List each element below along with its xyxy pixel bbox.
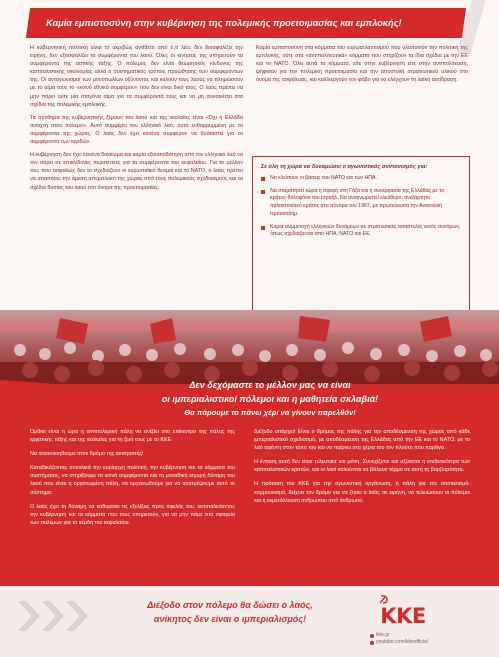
party-logo: ΚΚΕ bbox=[380, 604, 426, 628]
top-left-column bbox=[30, 44, 243, 197]
paragraph: Καμία εμπιστοσύνη στα κόμματα του ευρωατλαντισμού που υλοποιούν την πολιτική της εμπλοκής, ούτε στα «αντιπολιτευτικά» κόμματα που στηρίζουν τα ίδια σχέδια με την ΕΕ και το ΝΑΤΟ. Όλα αυτά τα κόμματα, είτε στην κυβέρνηση είτε στην αντιπολίτευση, ψήφισαν για την πολεμική προετοιμασία και την αποστολή στρατιωτικού υλικού στο όνομα της ασφάλειας, και καλλιεργούν τον φόβο για να ελέγχουν τη λαϊκή αντίδραση. bbox=[256, 45, 468, 84]
slogan-line: Δεν δεχόμαστε το μέλλον μας να είναι bbox=[189, 380, 351, 390]
paragraph: Τα σύνθημα της κυβερνητικής ξέρουν του λαού και της νεολαίας είναι «Όχι η Ελλάδα ανοιχτή στον πόλεμο». Αυτό συμφέρει τον ελληνικό λαό, αυτό ενθαρρυμμένη με τα συμφέροντα της χώρας. Ο λαός δεν έχει κανένα συμφέρον να θυσιαστεί για τα συμφέροντα των κερδών. bbox=[30, 114, 243, 146]
slogan bbox=[120, 378, 420, 420]
paragraph: Όρθιοι είναι η ώρα η αντιπολεμική πάλη να ανέβει στο επίκεντρο της πάλης της εργατικής τάξης και της νεολαίας για τη ζωή τους με το ΚΚΕ. bbox=[30, 429, 235, 444]
paragraph: Διέξοδο υπάρχει! Είναι ο δρόμος της πάλης για την αποδέσμευση της χώρας από κάθε ιμπεριαλιστικό σχεδιασμό, με αποδέσμευση της Ελλάδας από την ΕΕ και το ΝΑΤΟ, με το λαό αφέντη στον τόπο του και να παίρνει στα χέρια του τον πλούτο που παράγει. bbox=[254, 429, 470, 452]
youtube-icon bbox=[370, 641, 374, 645]
demands-box bbox=[252, 156, 470, 314]
demand-item: Καμία συμμετοχή ελληνικών δυνάμεων σε στρατιωτικές αποστολές εκτός συνόρων, όπως σχεδιάζονται από ΗΠΑ, ΝΑΤΟ και ΕΕ. bbox=[261, 224, 461, 239]
hammer-sickle-icon bbox=[379, 594, 389, 604]
paragraph: Η κυβερνητική πολιτική είναι το ακριβώς αντίθετο από ό,τι λέει: δεν διασφαλίζει την ειρήνη, δεν εξασφαλίζει τα συμφέροντα του λαού. Όλες οι κινήσεις της υπηρετούν τα συμφέροντα της αστικής τάξης. Ο πόλεμος δεν είναι θεωρητικός κίνδυνος της καπιταλιστικής οικονομίας αλλά ο συστηματικός τρόπος προώθησης των συμφερόντων της. Οι ανταγωνισμοί των μονοπωλίων οξύνονται, και καλούν τους λαούς να πληρώσουν με το αίμα τους το «κοινό εθνικό συμφέρον» που δεν είναι δικό τους. Ο λαός πρέπει να μην πάρει ούτε μία σταγόνα αίμα για τα συμφέροντά τους και να μη συναινέσει στα σχέδια της πολεμικής εμπλοκής. bbox=[30, 45, 243, 108]
social-links bbox=[370, 632, 428, 646]
paragraph: Η ένταση αυτή δεν είναι τελευταία και μόνη. Συνεχίζεται και οξύνεται η επιθετικότητα των καπιταλιστικών κρατών, και οι λαοί καλούνται να βάλουν τέρμα σε αυτή τη βαρβαρότητα. bbox=[254, 459, 470, 474]
demands-heading: Σε όλη τη χώρα να δυναμώσει ο αγωνιστικός συντονισμός για: bbox=[261, 164, 428, 170]
footer-slogan bbox=[110, 598, 350, 626]
demand-item: Να κλείσουν οι βάσεις του ΝΑΤΟ και των ΗΠΑ. bbox=[261, 175, 461, 183]
paragraph: Η πρόταση του ΚΚΕ για την αγωνιστική οργάνωση, η πάλη για τον σοσιαλισμό-κομμουνισμό, δείχνει τον δρόμο για να ζήσει ο λαός σε ειρήνη, να τελειώσουν οι πόλεμοι και η εκμετάλλευση ανθρώπου από άνθρωπο. bbox=[254, 481, 470, 504]
chevrons-icon bbox=[16, 597, 100, 635]
top-right-column bbox=[256, 44, 468, 89]
social-item[interactable]: youtube.com/kkeofficial bbox=[370, 639, 428, 646]
demands-list bbox=[253, 175, 469, 239]
bottom-left-column bbox=[30, 428, 235, 533]
paragraph: Να συνεννοηθούμε στον δρόμο της ανατροπής! bbox=[30, 451, 144, 458]
paragraph: Η κυβέρνηση δεν έχει κανένα δικαίωμα και καμία εξουσιοδότηση από τον ελληνικό λαό να τον σύρει σε επικίνδυνες περιπέτειες για τα συμφέροντα του κεφαλαίου. Για το μέλλον του, που ασφαλώς δεν το σχεδιάζουν οι ευρωπαϊκοί θεσμοί και το ΝΑΤΟ, ο λαός πρέπει να απαιτήσει την άμεση απεμπλοκή της χώρας από τους πολεμικούς σχεδιασμούς και τα σχέδια θυσίας του λαού στο όνομα της προετοιμασίας. bbox=[30, 152, 243, 191]
slogan-line: Θα πάρουμε το πάνω χέρι να γίνουν παρελθόν! bbox=[184, 408, 356, 417]
top-banner-title: Καμία εμπιστοσύνη στην κυβέρνηση της πολεμικής προετοιμασίας και εμπλοκής! bbox=[46, 18, 402, 28]
social-item[interactable]: kke.gr bbox=[370, 632, 428, 639]
footer-line: Διέξοδο στον πόλεμο θα δώσει ο λαός, bbox=[147, 600, 313, 610]
top-banner bbox=[26, 8, 466, 38]
demand-item: Να σταματήσει τώρα η σφαγή στη Γάζα και η συνεργασία της Ελλάδας με το κράτος-δολοφόνο του Ισραήλ. Να αναγνωριστεί ελεύθερο, ανεξάρτητο παλαιστινιακό κράτος στα σύνορα του 1967, με πρωτεύουσα την Ανατολική Ιερουσαλήμ. bbox=[261, 188, 461, 219]
web-icon bbox=[370, 634, 374, 638]
paragraph: Ο λαός έχει τη δύναμη να καθορίσει τις εξελίξεις προς όφελός του, αντιπαλεύοντας την κυβέρνηση και τα κόμματα που τους υπηρετούν, για να μην πάμε στα σφαγεία των πολέμων για τα κέρδη του κεφαλαίου. bbox=[30, 503, 235, 526]
slogan-line: οι ιμπεριαλιστικοί πόλεμοι και η μαθητεία σκλαβιά! bbox=[161, 394, 379, 404]
paragraph: Καταδικάζοντας συνολικά την κυρίαρχη πολιτική, την κυβέρνηση και τα κόμματα του συστήματος, να στηρίξουμε τα κοινά συμφέροντα και τη μοναδική ισχυρή δύναμη του λαού που είναι η οργανωμένη πάλη, να οργανωθούμε για να ανατρέψουμε αυτό το σύστημα. bbox=[30, 465, 235, 496]
footer-line: ανίκητος δεν είναι ο ιμπεριαλισμός! bbox=[153, 614, 307, 624]
bottom-right-column bbox=[254, 428, 470, 511]
